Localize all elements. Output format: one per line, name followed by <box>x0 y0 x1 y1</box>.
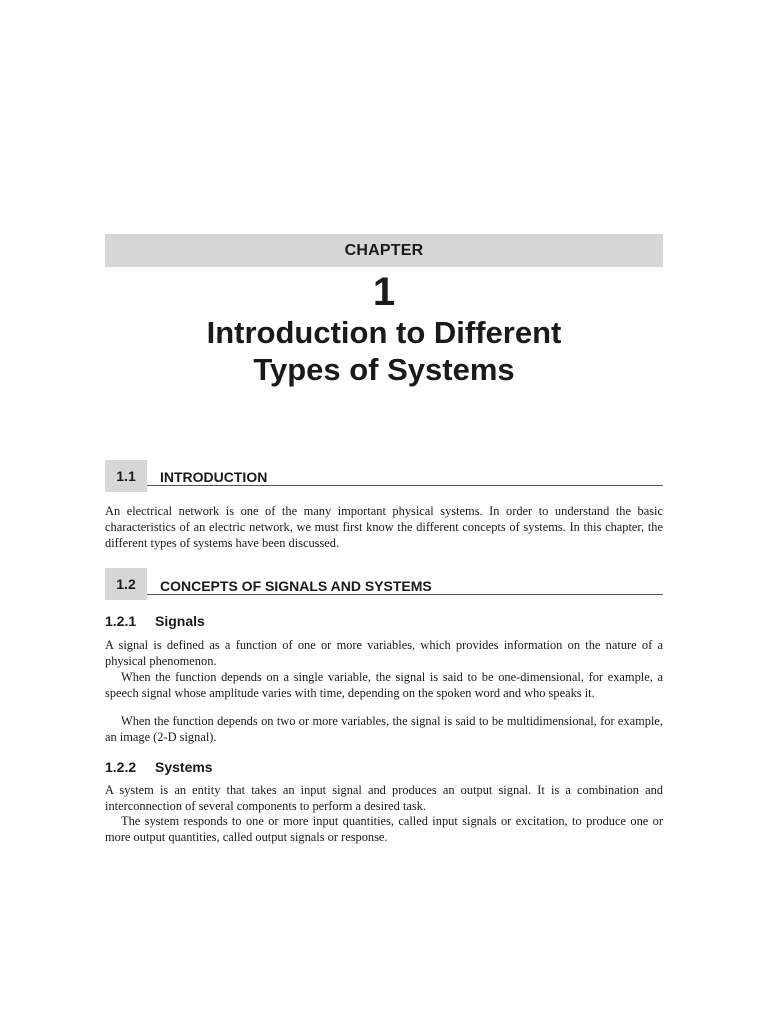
section-heading-1-1 <box>105 460 663 492</box>
subsection-title: Systems <box>155 759 213 775</box>
paragraph: A system is an entity that takes an input signal and produces an output signal. It is a combination and interconnection of several components to perform a desired task. <box>105 783 663 813</box>
chapter-title-line-1: Introduction to Different <box>206 315 562 350</box>
section-rule <box>147 594 663 595</box>
chapter-title-line-2: Types of Systems <box>253 352 515 387</box>
chapter-label: CHAPTER <box>344 241 424 259</box>
section-rule <box>147 485 663 486</box>
section-title: CONCEPTS OF SIGNALS AND SYSTEMS <box>160 578 432 594</box>
paragraph: When the function depends on a single variable, the signal is said to be one-dimensional, for example, a speech signal whose amplitude varies with time, depending on the spoken word and who speaks it. <box>105 670 663 700</box>
section-number-badge: 1.2 <box>105 568 147 600</box>
section-title: INTRODUCTION <box>160 469 268 485</box>
subsection-heading-1-2-1 <box>105 612 205 630</box>
chapter-label-band <box>105 234 663 267</box>
section-number-badge: 1.1 <box>105 460 147 492</box>
paragraph: When the function depends on two or more variables, the signal is said to be multidimensional, for example, an image (2-D signal). <box>105 714 663 744</box>
subsection-number: 1.2.1 <box>105 613 137 629</box>
subsection-number: 1.2.2 <box>105 759 137 775</box>
subsection-title: Signals <box>155 613 205 629</box>
subsection-heading-1-2-2 <box>105 758 213 776</box>
chapter-title <box>105 314 663 388</box>
paragraph: The system responds to one or more input quantities, called input signals or excitation, to produce one or more output quantities, called output signals or response. <box>105 814 663 844</box>
section-heading-1-2 <box>105 568 663 600</box>
chapter-number: 1 <box>372 270 396 314</box>
paragraph: An electrical network is one of the many important physical systems. In order to understand the basic characteristics of an electric network, we must first know the different concepts of systems. In this chapter, the different types of systems have been discussed. <box>105 504 663 550</box>
paragraph: A signal is defined as a function of one or more variables, which provides information on the nature of a physical phenomenon. <box>105 638 663 668</box>
